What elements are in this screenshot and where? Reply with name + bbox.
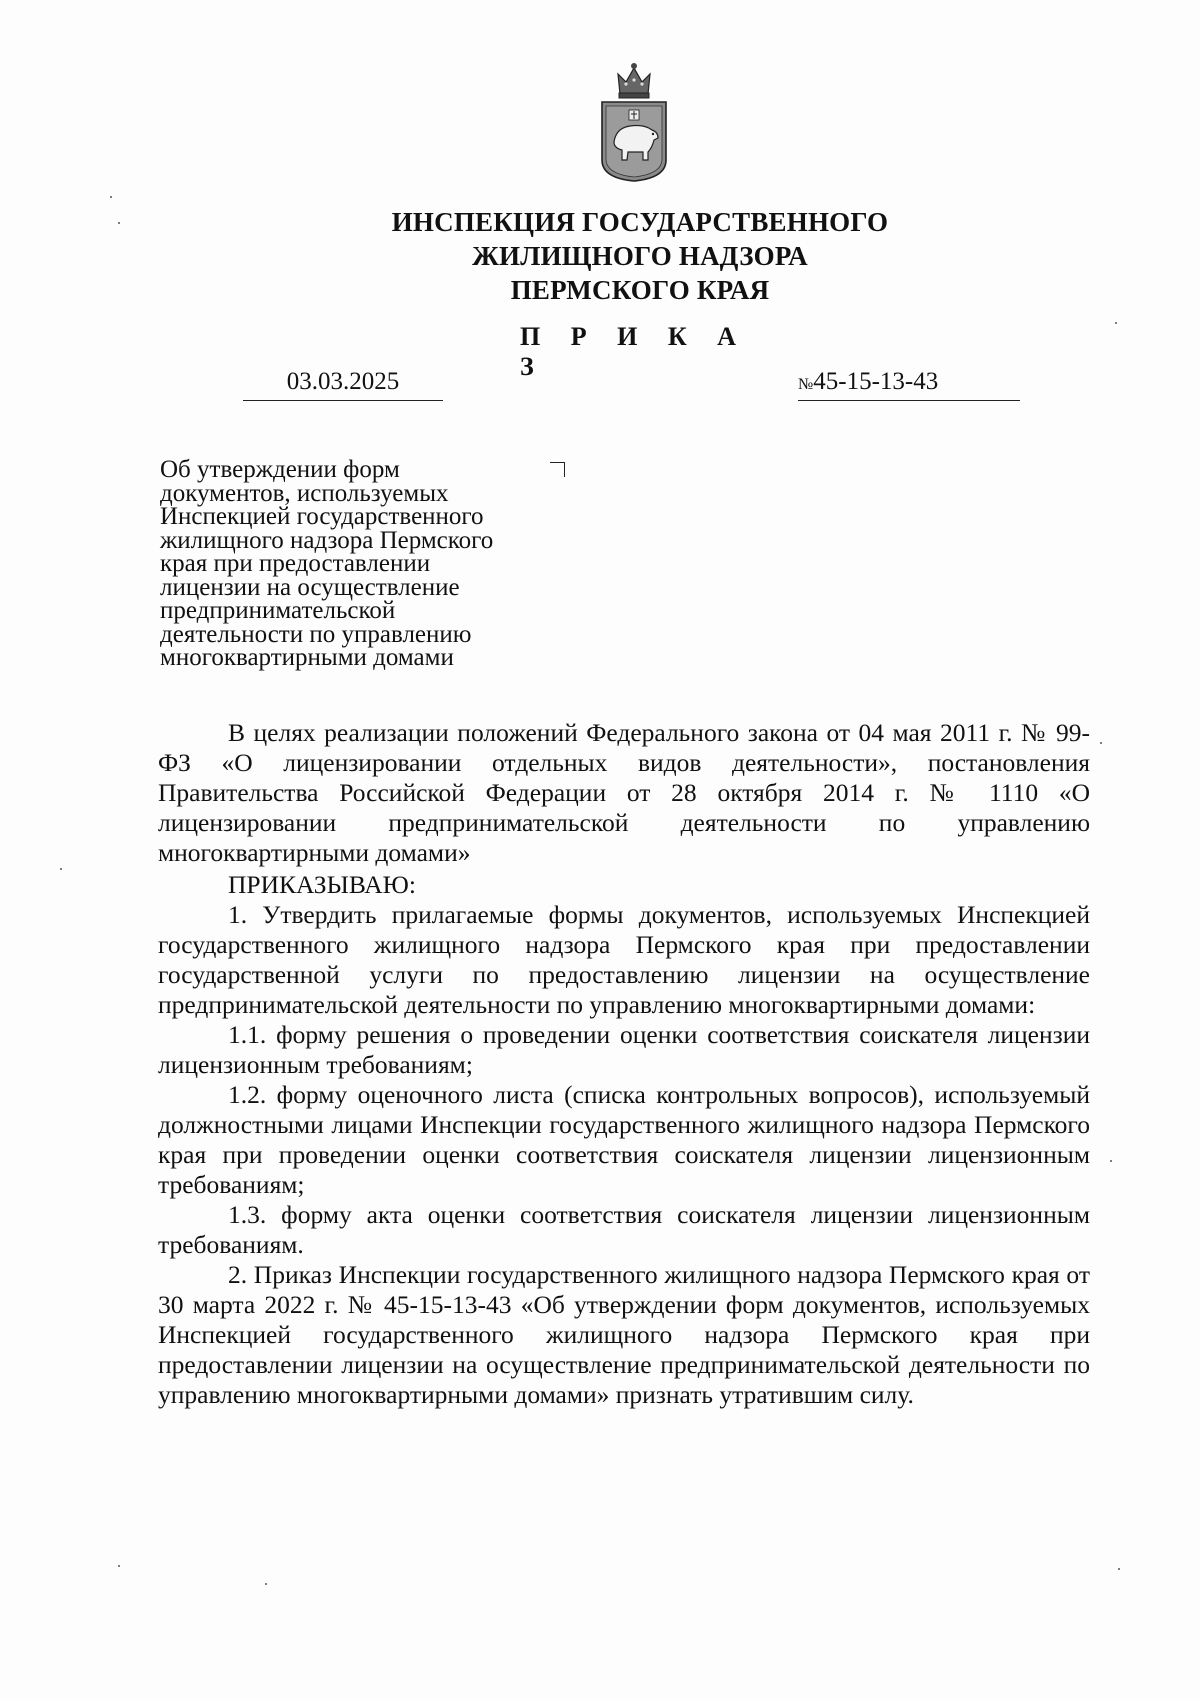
subject-line: Об утверждении форм: [160, 456, 400, 483]
subject-line: многоквартирными домами: [160, 644, 454, 671]
subject-line: лицензии на осуществление: [160, 573, 460, 601]
subject-line: края при предоставлении: [160, 550, 431, 577]
order-item-2: 2. Приказ Инспекции государственного жилищного надзора Пермского края от 30 марта 2022 г. № 45-15-13-43 «Об утверждении форм документов, используемых Инспекцией государственного жилищного надзора Пермского края при предоставлении лицензии на осуществление предпринимательской деятельности по управлению многоквартирными домами» признать утратившим силу.: [158, 1260, 1090, 1409]
coat-of-arms-icon: [598, 60, 670, 182]
number-sign: №: [798, 376, 814, 393]
subject-line: жилищного надзора Пермского: [160, 526, 494, 554]
order-word: ПРИКАЗЫВАЮ:: [228, 870, 416, 899]
scan-speck: [60, 868, 62, 870]
scan-speck: [110, 196, 112, 198]
scan-speck: [118, 222, 120, 224]
order-item-1: 1. Утвердить прилагаемые формы документов, используемых Инспекцией государственного жилищного надзора Пермского края при предоставлении государственной услуги по предоставлению лицензии на осуществление предпринимательской деятельности по управлению многоквартирными домами:: [158, 900, 1090, 1019]
organization-name-line: ПЕРМСКОГО КРАЯ: [510, 275, 770, 305]
document-type-title: П Р И К А З: [520, 322, 748, 381]
preamble-paragraph: В целях реализации положений Федерального закона от 04 мая 2011 г. № 99-ФЗ «О лицензировании отдельных видов деятельности», постановления Правительства Российской Федерации от 28 октября 2014 г. № 1110 «О лицензировании предпринимательской деятельности по управлению многоквартирными домами»: [158, 718, 1090, 867]
organization-name: [300, 205, 980, 307]
scan-speck: [1110, 1160, 1112, 1162]
scan-speck: [1115, 322, 1117, 324]
subject-line: документов, используемых: [160, 479, 449, 507]
document-date: [243, 366, 443, 401]
organization-name-line: ИНСПЕКЦИЯ ГОСУДАРСТВЕННОГО: [391, 207, 889, 237]
order-item-1-2: 1.2. форму оценочного листа (списка контрольных вопросов), используемый должностными лицами Инспекции государственного жилищного надзора Пермского края при проведении оценки соответствия соискателя лицензии лицензионным требованиям;: [158, 1080, 1090, 1199]
document-number-value: 45-15-13-43: [813, 368, 939, 395]
document-subject: [160, 458, 540, 670]
document-body: [158, 718, 1090, 1410]
scan-speck: [1118, 1568, 1120, 1570]
crown-icon: [618, 63, 650, 98]
scan-speck: [265, 1583, 267, 1585]
corner-bracket-mark: [550, 462, 565, 477]
document-date-value: 03.03.2025: [286, 368, 400, 395]
order-item-1-3: 1.3. форму акта оценки соответствия соискателя лицензии лицензионным требованиям.: [158, 1200, 1090, 1259]
subject-line: деятельности по управлению: [160, 620, 472, 648]
organization-name-line: ЖИЛИЩНОГО НАДЗОРА: [472, 241, 808, 271]
subject-line: Инспекцией государственного: [160, 503, 484, 530]
order-item-1-1: 1.1. форму решения о проведении оценки соответствия соискателя лицензии лицензионным требованиям;: [158, 1020, 1090, 1079]
subject-line: предпринимательской: [160, 597, 396, 624]
scan-speck: [118, 1565, 120, 1567]
scan-speck: [1100, 742, 1102, 744]
document-number: [798, 366, 1020, 401]
